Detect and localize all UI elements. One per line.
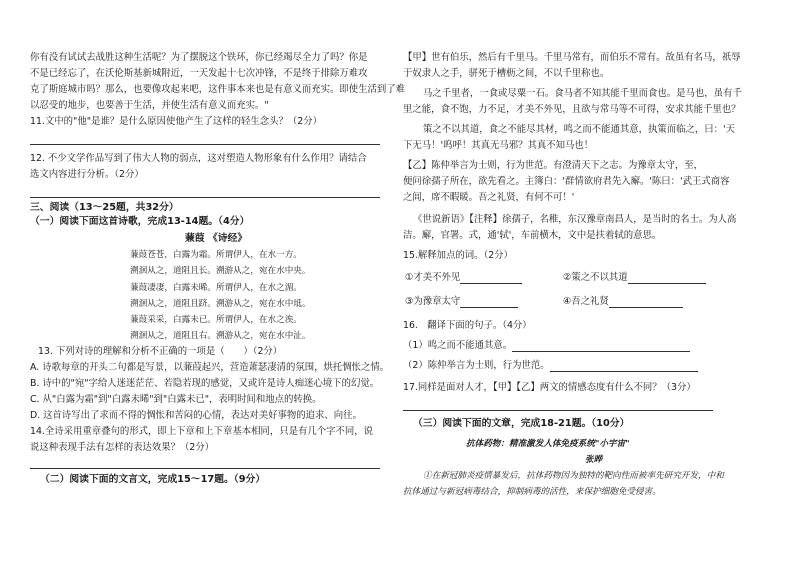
answer-line[interactable] bbox=[30, 197, 380, 198]
answer-blank[interactable] bbox=[628, 273, 706, 284]
text-yi: 之闾，席不暇暖。吾之礼贤，有何不可！' bbox=[403, 192, 575, 203]
poem-line: 蒹葭苍苍，白露为霜。所谓伊人，在水一方。 bbox=[130, 250, 302, 260]
option-a: A. 诗歌每章的开头二句都是写景，以蒹葭起兴，营造萧瑟凄清的氛围，烘托惆怅之情。 bbox=[30, 362, 390, 373]
poem-line: 溯洄从之，道阻且跻。溯游从之，宛在水中坻。 bbox=[130, 299, 311, 309]
text-jia: 于奴隶人之手，骈死于槽枥之间，不以千里称也。 bbox=[403, 68, 610, 79]
article-paragraph: ①在新冠肺炎疫情暴发后，抗体药物因为独特的靶向性而被率先研究开发，中和 bbox=[423, 471, 724, 481]
q15-item: ①才美不外见 bbox=[405, 272, 522, 284]
question-14-cont: 说这种表现手法有怎样的表达效果？（2分） bbox=[30, 442, 215, 453]
q15-item: ②策之不以其道 bbox=[563, 272, 706, 284]
option-b: B. 诗中的"宛"字给人迷迷茫茫、若隐若现的感觉，又或许是诗人痴迷心境下的幻觉。 bbox=[30, 378, 380, 389]
text-yi: 便问徐孺子所在，欲先看之。主簿白：'群情欲府君先入廨。'陈曰：'武王式商容 bbox=[403, 176, 730, 187]
question-16: 16. 翻译下面的句子。（4分） bbox=[403, 320, 532, 331]
article-author: 张晔 bbox=[585, 455, 603, 465]
question-17: 17.同样是面对人才，【甲】【乙】两文的情感态度有什么不同？（3分） bbox=[403, 382, 696, 393]
para-line: 不是已经忘了，在沃伦斯基新城附近，一天发起十七次冲锋，不是终于排除万难攻 bbox=[30, 68, 368, 79]
poem-title: 蒹葭 《诗经》 bbox=[185, 233, 248, 244]
para-line: 你有没有试试去战胜这种生活呢？为了摆脱这个铁环，你已经竭尽全力了吗？你是 bbox=[30, 52, 368, 63]
answer-blank[interactable] bbox=[609, 297, 683, 308]
answer-line[interactable] bbox=[30, 144, 380, 145]
section-3-title: 三、阅读（13～25题，共32分） bbox=[30, 202, 179, 213]
answer-blank[interactable] bbox=[460, 273, 522, 284]
text-jia: 策之不以其道，食之不能尽其材，鸣之而不能通其意，执策而临之，曰：'天 bbox=[423, 124, 735, 135]
subsection-3-title: （三）阅读下面的文章，完成18-21题。（10分） bbox=[413, 418, 630, 429]
para-line: 克了斯庭城市吗？那么，也要像攻起来吧，这件事本来也是有意义而充实。即使生活到了难 bbox=[30, 84, 406, 95]
option-d: D. 这首诗写出了求而不得的惆怅和苦闷的心情，表达对美好事物的追求、向往。 bbox=[30, 410, 362, 421]
q15-item: ④吾之礼贤 bbox=[563, 296, 683, 308]
annotation: 洁。廨，官署。式，通'轼'，车前横木，文中是扶着轼的意思。 bbox=[403, 230, 662, 241]
subsection-2-title: （二）阅读下面的文言文，完成15～17题。（9分） bbox=[40, 474, 266, 485]
poem-line: 溯洄从之，道阻且长。溯游从之，宛在水中央。 bbox=[130, 266, 311, 276]
question-12: 12. 不少文学作品写到了伟大人物的弱点，这对塑造人物形象有什么作用？请结合 bbox=[30, 153, 367, 164]
answer-line[interactable] bbox=[403, 410, 713, 411]
text-jia: 【甲】世有伯乐，然后有千里马。千里马常有，而伯乐不常有。故虽有名马，祇辱 bbox=[403, 52, 741, 63]
text-jia: 马之千里者，一食或尽粟一石。食马者不知其能千里而食也。是马也，虽有千 bbox=[423, 88, 742, 99]
question-14: 14.全诗采用重章叠句的形式，即上下章和上下章基本相同，只是有几个字不同，说 bbox=[30, 426, 374, 437]
answer-blank[interactable] bbox=[512, 341, 690, 352]
text-jia: 里之能，食不饱，力不足，才美不外见，且欲与常马等不可得，安求其能千里也？ bbox=[403, 104, 741, 115]
subsection-1-title: （一）阅读下面这首诗歌，完成13-14题。（4分） bbox=[30, 216, 250, 227]
q16-item: （2）陈仲举言为士则，行为世范。 bbox=[403, 360, 698, 372]
article-paragraph: 抗体通过与新冠病毒结合，抑制病毒的活性，来保护细胞免受侵害。 bbox=[403, 487, 661, 497]
poem-line: 溯洄从之，道阻且右。溯游从之，宛在水中沚。 bbox=[130, 331, 311, 341]
text-yi: 【乙】陈仲举言为士则，行为世范。有澄清天下之志。为豫章太守，至， bbox=[403, 160, 704, 171]
annotation: 《世说新语》【注释】徐孺子，名稚，东汉豫章南昌人，是当时的名士。为人高 bbox=[413, 214, 737, 225]
answer-line[interactable] bbox=[30, 468, 380, 469]
answer-blank[interactable] bbox=[460, 297, 518, 308]
option-c: C. 从"白露为霜"到"白露未晞"到"白露未已"，表明时间和地点的转换。 bbox=[30, 394, 322, 405]
poem-line: 蒹葭采采，白露未已。所谓伊人，在水之涘。 bbox=[130, 315, 302, 325]
question-12-cont: 选文内容进行分析。（2分） bbox=[30, 169, 144, 180]
text-jia: 下无马！'呜呼！其真无马邪？其真不知马也！ bbox=[403, 140, 594, 151]
q16-item: （1）鸣之而不能通其意。 bbox=[403, 340, 690, 352]
para-line: 以忍受的地步，也要善于生活，并使生活有意义而充实。" bbox=[30, 100, 269, 111]
question-15: 15.解释加点的词。（2分） bbox=[403, 250, 513, 261]
q15-item: ③为豫章太守 bbox=[405, 296, 518, 308]
question-13: 13. 下列对诗的理解和分析不正确的一项是（ ）（2分） bbox=[38, 346, 283, 357]
poem-line: 蒹葭凄凄，白露未晞。所谓伊人，在水之湄。 bbox=[130, 283, 302, 293]
question-11: 11.文中的"他"是谁？是什么原因使他产生了这样的轻生念头？（2分） bbox=[30, 116, 323, 127]
article-title: 抗体药物：精准激发人体免疫系统"小宇宙" bbox=[466, 439, 630, 449]
answer-blank[interactable] bbox=[550, 361, 698, 372]
